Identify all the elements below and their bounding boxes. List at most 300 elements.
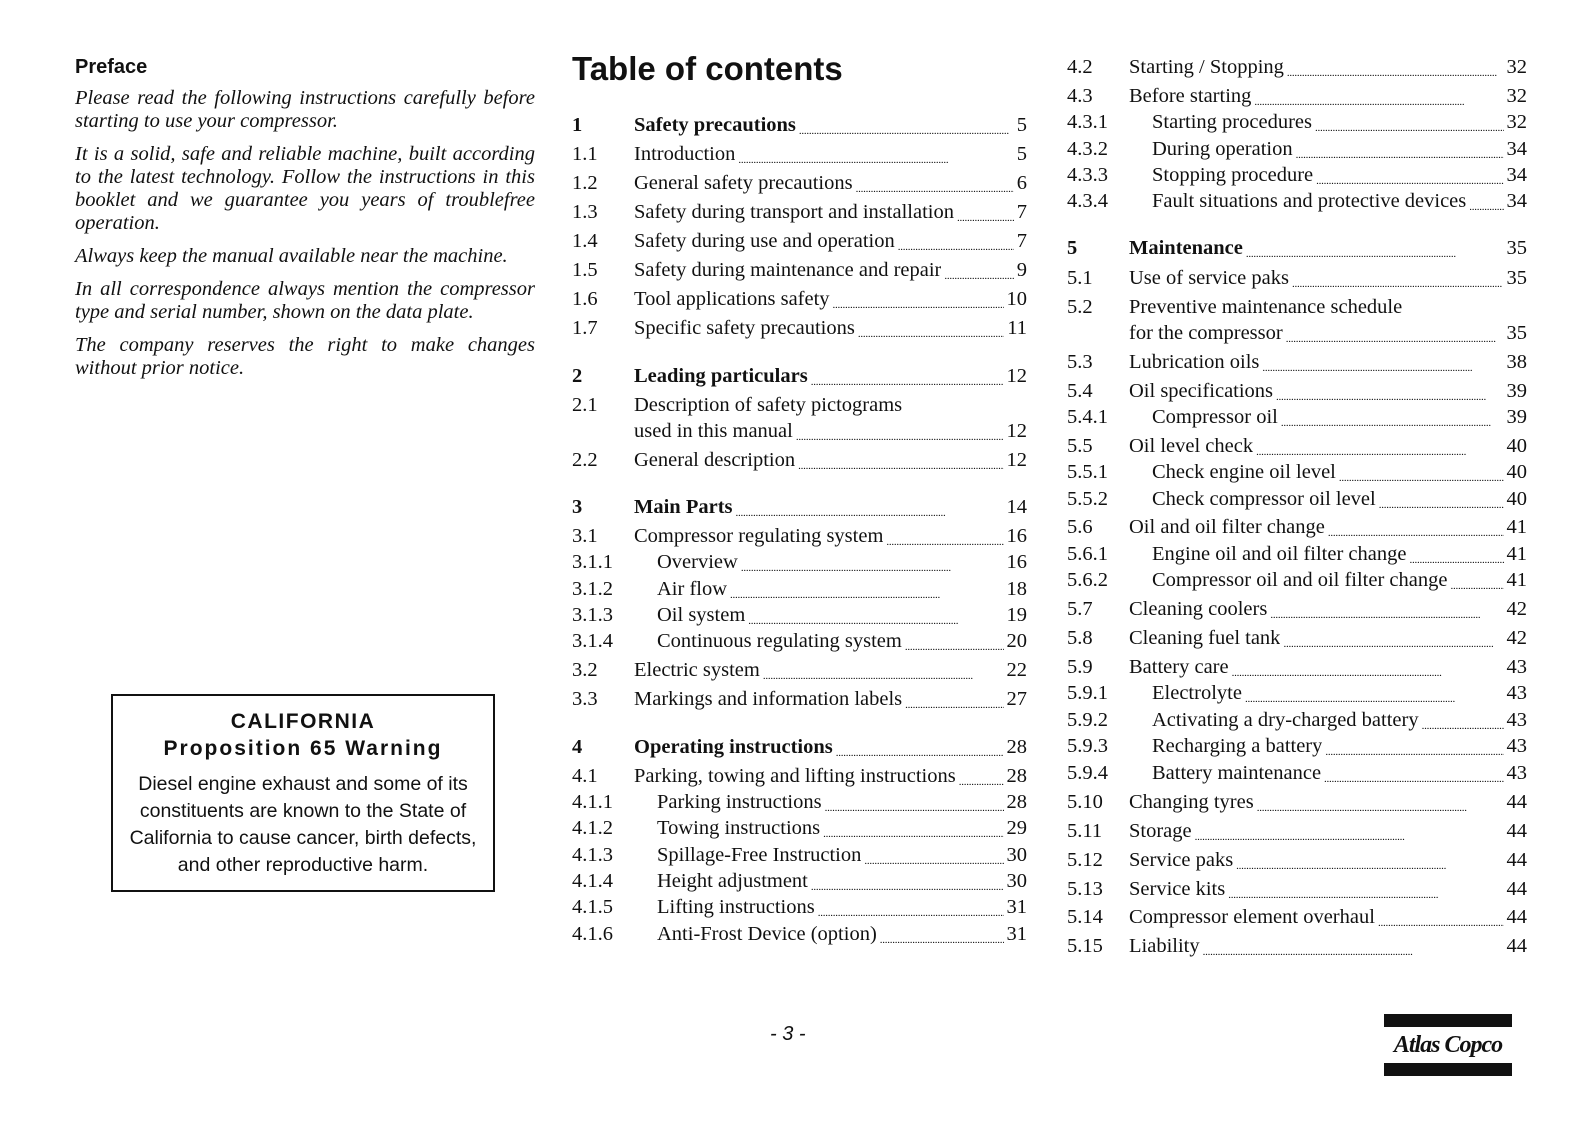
toc-entry [572,866,1027,894]
toc-entry-title: Recharging a battery [1152,735,1323,757]
toc-entry-title: Before starting [1129,85,1252,107]
toc-entry-page: 16 [1006,525,1027,547]
toc-leader-dots [738,141,1013,167]
toc-entry-title: Check engine oil level [1152,461,1336,483]
toc-entry-number: 4.1 [572,765,598,787]
toc-entry-page: 35 [1506,322,1527,344]
toc-entry-page: 32 [1506,85,1527,107]
toc-entry-number: 3.1.1 [572,551,613,573]
toc-entry-number: 5.9.2 [1067,709,1108,731]
toc-entry-page: 44 [1506,791,1527,813]
toc-entry [1067,623,1527,651]
logo-text: Atlas Copco [1393,1032,1503,1058]
toc-entry-number: 5.15 [1067,935,1103,957]
toc-entry-number: 1.5 [572,259,598,281]
toc-entry-number: 4.1.1 [572,791,613,813]
toc-leader-dots [741,549,1004,575]
toc-leader-dots [856,170,1014,196]
toc-entry [572,600,1027,628]
toc-entry-number: 3.1.2 [572,578,613,600]
toc-entry-page: 28 [1006,736,1027,758]
logo-bottom-bar [1384,1063,1512,1076]
toc-entry-title: Safety during transport and installation [634,201,954,223]
toc-entry-title: Liability [1129,935,1200,957]
toc-entry-title: Fault situations and protective devices [1152,190,1467,212]
toc-entry [572,521,1027,549]
toc-entry-title: Electric system [634,659,760,681]
toc-leader-dots [1257,789,1504,815]
toc-entry [572,626,1027,654]
toc-entry-title: Changing tyres [1129,791,1254,813]
toc-leader-dots [1296,136,1504,162]
toc-entry [572,226,1027,254]
toc-entry [1067,705,1527,733]
toc-entry-number: 5.4 [1067,380,1093,402]
toc-entry [1067,160,1527,188]
toc-entry-page: 10 [1006,288,1027,310]
toc-leader-dots [858,315,1004,341]
toc-entry-page: 12 [1006,449,1027,471]
toc-entry [1067,484,1527,512]
toc-entry [1067,931,1527,959]
toc-entry [572,919,1027,947]
toc-entry-page: 30 [1006,844,1027,866]
toc-leader-dots [1316,162,1503,188]
toc-leader-dots [825,789,1004,815]
toc-entry-page: 39 [1506,380,1527,402]
toc-entry [1067,376,1527,404]
toc-leader-dots [1245,680,1504,706]
toc-entry-title: Engine oil and oil filter change [1152,543,1407,565]
toc-entry-page: 9 [1016,259,1027,281]
toc-entry-title: Starting procedures [1152,111,1312,133]
toc-entry-number: 4.3.4 [1067,190,1108,212]
toc-entry-title: Oil system [657,604,746,626]
toc-leader-dots [1405,294,1524,320]
toc-title: Table of contents [572,50,843,87]
toc-entry-title: Safety during maintenance and repair [634,259,942,281]
toc-entry-title: Lubrication oils [1129,351,1260,373]
toc-entry-title: Compressor oil [1152,406,1278,428]
toc-entry-title: used in this manual [634,420,793,442]
toc-entry-number: 1.7 [572,317,598,339]
toc-entry-title: Parking, towing and lifting instructions [634,765,956,787]
toc-entry [1067,731,1527,759]
toc-entry-title: Height adjustment [657,870,808,892]
toc-entry-number: 5.3 [1067,351,1093,373]
toc-entry-page: 41 [1506,516,1527,538]
toc-entry-page: 42 [1506,627,1527,649]
toc-entry-number: 5.12 [1067,849,1103,871]
toc-leader-dots [1281,404,1504,430]
toc-entry-page: 6 [1016,172,1027,194]
toc-entry-title: Safety during use and operation [634,230,895,252]
toc-entry [572,445,1027,473]
warning-subheading: Proposition 65 Warning [163,737,443,760]
toc-entry-number: 1.2 [572,172,598,194]
preface-paragraph: Please read the following instructions carefully before starting to use your compressor. [75,87,535,132]
toc-entry-number: 5.6 [1067,516,1093,538]
toc-entry-number: 1.4 [572,230,598,252]
toc-entry-number: 4.3.1 [1067,111,1108,133]
toc-leader-dots [880,921,1004,947]
toc-entry [1067,594,1527,622]
toc-entry [572,139,1027,167]
toc-entry [572,761,1027,789]
toc-entry-title: Electrolyte [1152,682,1242,704]
toc-leader-dots [1328,514,1504,540]
toc-entry-title: Anti-Frost Device (option) [657,923,877,945]
toc-entry-title: Compressor element overhaul [1129,906,1375,928]
toc-entry-page: 40 [1506,461,1527,483]
toc-entry-title: Spillage-Free Instruction [657,844,862,866]
toc-entry-title: Description of safety pictograms [634,394,903,416]
toc-entry-page: 43 [1506,682,1527,704]
toc-entry [572,547,1027,575]
atlas-copco-logo [1384,1014,1512,1076]
toc-entry-title: Parking instructions [657,791,822,813]
toc-entry [1067,678,1527,706]
toc-entry-page: 18 [1006,578,1027,600]
toc-entry-number: 5.11 [1067,820,1103,842]
preface-section [75,56,535,390]
toc-leader-dots [730,576,1003,602]
toc-entry [1067,758,1527,786]
toc-entry-number: 3.2 [572,659,598,681]
toc-entry-number: 1.6 [572,288,598,310]
toc-leader-dots [905,686,1003,712]
toc-entry [572,416,1027,444]
toc-entry-number: 5.4.1 [1067,406,1108,428]
toc-entry-title: Stopping procedure [1152,164,1314,186]
toc-entry [1067,186,1527,214]
toc-leader-dots [799,112,1014,138]
toc-entry [572,284,1027,312]
toc-leader-dots [1195,818,1504,844]
toc-leader-dots [748,602,1003,628]
toc-entry-number: 5.9 [1067,656,1093,678]
toc-leader-dots [1270,596,1503,622]
toc-leader-dots [1276,378,1503,404]
toc-leader-dots [1232,654,1504,680]
toc-entry-number: 3.1.4 [572,630,613,652]
toc-entry-number: 3.1.3 [572,604,613,626]
toc-leader-dots [736,494,1004,520]
toc-entry [572,892,1027,920]
preface-paragraph: In all correspondence always mention the compressor type and serial number, shown on the data plate. [75,278,535,323]
prop65-warning-box [111,694,495,892]
toc-leader-dots [811,363,1004,389]
toc-entry-number: 5.14 [1067,906,1103,928]
toc-entry [1067,845,1527,873]
toc-entry-number: 4.3.3 [1067,164,1108,186]
toc-entry [1067,81,1527,109]
toc-leader-dots [818,894,1004,920]
toc-entry-number: 4.1.4 [572,870,613,892]
toc-entry-number: 5.6.1 [1067,543,1108,565]
toc-leader-dots [1256,433,1503,459]
toc-leader-dots [1378,904,1504,930]
toc-entry-page: 16 [1006,551,1027,573]
toc-entry-title: Use of service paks [1129,267,1289,289]
toc-leader-dots [1315,109,1504,135]
toc-entry-page: 22 [1006,659,1027,681]
toc-entry [1067,52,1527,80]
warning-heading: CALIFORNIA [230,710,376,733]
toc-entry-page: 40 [1506,435,1527,457]
toc-leader-dots [1286,320,1504,346]
toc-leader-dots [1324,760,1503,786]
toc-entry [572,361,1027,389]
preface-paragraph: The company reserves the right to make changes without prior notice. [75,334,535,379]
toc-entry-page: 44 [1506,935,1527,957]
toc-entry [572,168,1027,196]
toc-entry [1067,902,1527,930]
toc-entry-number: 5.6.2 [1067,569,1108,591]
toc-leader-dots [864,842,1003,868]
toc-entry-page: 40 [1506,488,1527,510]
toc-entry-number: 3.1 [572,525,598,547]
toc-leader-dots [1379,486,1504,512]
toc-entry-page: 12 [1006,365,1027,387]
toc-leader-dots [1262,349,1503,375]
toc-entry-page: 39 [1506,406,1527,428]
toc-entry-title: Compressor oil and oil filter change [1152,569,1448,591]
toc-entry-page: 43 [1506,656,1527,678]
toc-entry-title: Service paks [1129,849,1234,871]
toc-entry-number: 4.2 [1067,56,1093,78]
toc-entry-page: 28 [1006,791,1027,813]
toc-entry [572,574,1027,602]
toc-entry-page: 7 [1016,201,1027,223]
toc-entry [1067,787,1527,815]
toc-entry-title: General description [634,449,796,471]
toc-entry-title: Oil specifications [1129,380,1274,402]
toc-entry [1067,263,1527,291]
toc-entry-number: 4.3.2 [1067,138,1108,160]
toc-entry-page: 30 [1006,870,1027,892]
toc-leader-dots [905,392,1024,418]
toc-entry [1067,457,1527,485]
toc-leader-dots [1246,235,1504,261]
toc-leader-dots [1422,707,1504,733]
toc-entry [572,255,1027,283]
toc-entry-page: 41 [1506,569,1527,591]
preface-paragraph: It is a solid, safe and reliable machine, built according to the latest technology. Follow the instructions in this booklet and we guarantee you years of troublefree operation. [75,143,535,234]
toc-entry-number: 5.1 [1067,267,1093,289]
toc-leader-dots [957,199,1014,225]
toc-entry-page: 5 [1016,143,1027,165]
toc-entry-page: 32 [1506,56,1527,78]
toc-entry [1067,107,1527,135]
toc-entry-title: Starting / Stopping [1129,56,1284,78]
toc-entry-page: 44 [1506,820,1527,842]
toc-entry-title: Lifting instructions [657,896,815,918]
toc-leader-dots [1450,567,1503,593]
toc-entry-page: 31 [1006,923,1027,945]
toc-leader-dots [944,257,1013,283]
toc-entry-page: 32 [1506,111,1527,133]
toc-leader-dots [1339,459,1504,485]
toc-leader-dots [1409,541,1503,567]
toc-entry-title: Main Parts [634,496,733,518]
toc-entry-number: 4.1.5 [572,896,613,918]
toc-entry-page: 38 [1506,351,1527,373]
toc-entry-title: Overview [657,551,738,573]
toc-entry-page: 34 [1506,138,1527,160]
toc-entry-title: Safety precautions [634,114,796,136]
toc-entry-number: 1.1 [572,143,598,165]
toc-entry [572,732,1027,760]
toc-entry-page: 43 [1506,735,1527,757]
toc-entry-title: Check compressor oil level [1152,488,1376,510]
toc-leader-dots [798,447,1003,473]
toc-entry [1067,292,1527,320]
toc-entry-title: Maintenance [1129,237,1243,259]
toc-entry-title: Preventive maintenance schedule [1129,296,1403,318]
toc-leader-dots [836,734,1004,760]
toc-entry-title: Markings and information labels [634,688,903,710]
toc-entry [1067,652,1527,680]
toc-entry [1067,402,1527,430]
toc-entry-page: 14 [1006,496,1027,518]
toc-entry-page: 35 [1506,237,1527,259]
toc-entry-number: 2.1 [572,394,598,416]
toc-entry-page: 20 [1006,630,1027,652]
toc-entry-page: 5 [1016,114,1027,136]
toc-entry [572,684,1027,712]
toc-entry-number: 5.8 [1067,627,1093,649]
toc-entry-page: 12 [1006,420,1027,442]
logo-top-bar [1384,1014,1512,1027]
toc-entry-title: Battery care [1129,656,1229,678]
toc-entry [572,840,1027,868]
toc-entry-number: 5.2 [1067,296,1093,318]
toc-entry-number: 4 [572,736,583,758]
toc-leader-dots [1254,83,1503,109]
toc-entry-title: Cleaning fuel tank [1129,627,1281,649]
toc-entry [1067,233,1527,261]
preface-paragraph: Always keep the manual available near the machine. [75,245,508,267]
toc-entry-title: General safety precautions [634,172,853,194]
toc-entry [1067,539,1527,567]
toc-entry-page: 44 [1506,849,1527,871]
toc-entry-page: 43 [1506,762,1527,784]
toc-entry-title: Operating instructions [634,736,833,758]
toc-leader-dots [959,763,1004,789]
warning-text: Diesel engine exhaust and some of its constituents are known to the State of California to cause cancer, birth defects, and other reproductive harm. [129,773,477,876]
toc-entry [1067,347,1527,375]
toc-leader-dots [1325,733,1503,759]
toc-entry-number: 5.9.1 [1067,682,1108,704]
toc-leader-dots [1469,188,1503,214]
toc-entry-number: 4.1.2 [572,817,613,839]
toc-entry-title: During operation [1152,138,1293,160]
toc-entry-title: Continuous regulating system [657,630,902,652]
toc-entry-page: 44 [1506,878,1527,900]
toc-entry-title: Oil and oil filter change [1129,516,1325,538]
toc-entry-title: Service kits [1129,878,1226,900]
toc-entry-page: 34 [1506,190,1527,212]
preface-title: Preface [75,56,148,78]
toc-entry [572,813,1027,841]
toc-entry-title: Towing instructions [657,817,821,839]
toc-entry-page: 19 [1006,604,1027,626]
toc-entry-title: Introduction [634,143,736,165]
toc-entry-title: Compressor regulating system [634,525,884,547]
toc-entry-page: 29 [1006,817,1027,839]
toc-entry-page: 7 [1016,230,1027,252]
toc-entry-number: 1 [572,114,583,136]
toc-entry-title: Air flow [657,578,728,600]
toc-entry-number: 5.9.3 [1067,735,1108,757]
toc-entry-number: 5.10 [1067,791,1103,813]
toc-entry-number: 1.3 [572,201,598,223]
toc-entry [1067,816,1527,844]
toc-entry-page: 27 [1006,688,1027,710]
toc-leader-dots [1236,847,1503,873]
page-number: - 3 - [770,1023,806,1045]
toc-leader-dots [833,286,1004,312]
toc-leader-dots [796,418,1004,444]
toc-entry-number: 4.3 [1067,85,1093,107]
toc-entry [572,492,1027,520]
toc-leader-dots [886,523,1003,549]
toc-entry [572,787,1027,815]
toc-entry-number: 2.2 [572,449,598,471]
toc-entry-title: Tool applications safety [634,288,830,310]
toc-leader-dots [1292,265,1504,291]
toc-entry [1067,318,1527,346]
toc-entry [1067,874,1527,902]
toc-entry [572,313,1027,341]
toc-entry-title: Specific safety precautions [634,317,855,339]
toc-entry [572,110,1027,138]
toc-entry-number: 5.7 [1067,598,1093,620]
toc-entry-number: 5.9.4 [1067,762,1108,784]
toc-entry-page: 11 [1007,317,1027,339]
toc-entry-number: 4.1.6 [572,923,613,945]
toc-entry-page: 28 [1006,765,1027,787]
toc-leader-dots [1287,54,1504,80]
toc-entry-title: Leading particulars [634,365,808,387]
toc-entry-title: Battery maintenance [1152,762,1322,784]
toc-entry [1067,431,1527,459]
toc-entry-number: 5.5 [1067,435,1093,457]
toc-entry-number: 3 [572,496,583,518]
toc-entry-page: 43 [1506,709,1527,731]
toc-entry-page: 41 [1506,543,1527,565]
toc-entry-page: 34 [1506,164,1527,186]
toc-entry-page: 35 [1506,267,1527,289]
toc-entry [1067,512,1527,540]
toc-entry-title: for the compressor [1129,322,1283,344]
toc-leader-dots [1228,876,1503,902]
toc-leader-dots [811,868,1004,894]
toc-leader-dots [1203,933,1504,959]
toc-entry-title: Oil level check [1129,435,1254,457]
toc-entry-page: 44 [1506,906,1527,928]
toc-entry-number: 3.3 [572,688,598,710]
toc-entry-number: 2 [572,365,583,387]
toc-entry-number: 5.13 [1067,878,1103,900]
toc-leader-dots [905,628,1004,654]
toc-entry [572,390,1027,418]
toc-entry-title: Storage [1129,820,1192,842]
toc-entry-number: 5 [1067,237,1078,259]
toc-entry-title: Cleaning coolers [1129,598,1268,620]
toc-entry [1067,134,1527,162]
